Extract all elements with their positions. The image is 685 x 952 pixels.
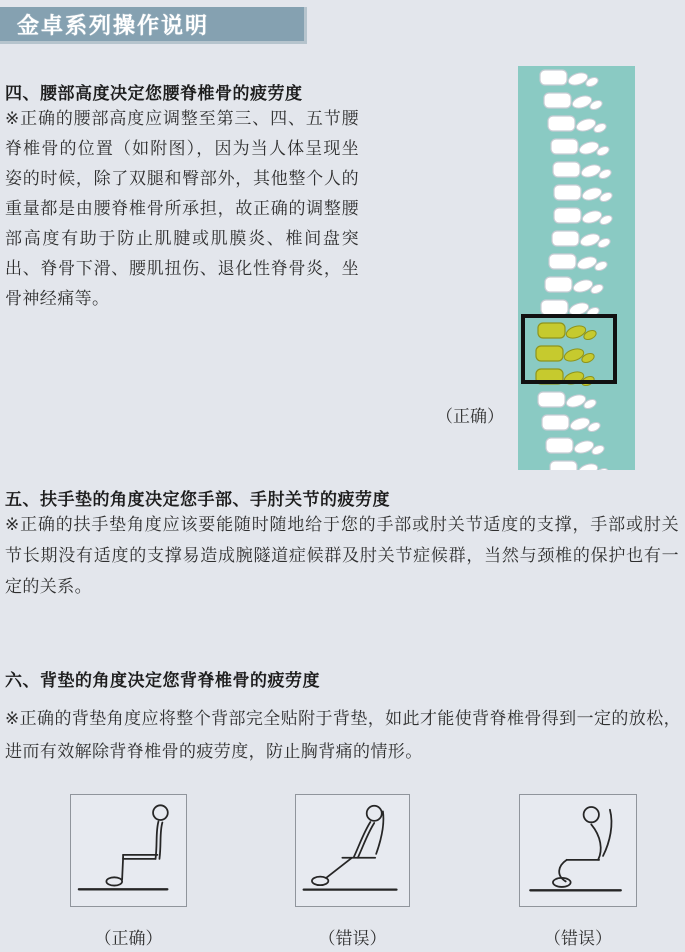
posture-caption-wrong-reclined: （错误） (318, 929, 387, 948)
spine-svg (518, 66, 635, 470)
section5-body: ※正确的扶手垫角度应该要能随时随地给于您的手部或肘关节适度的支撑，手部或肘关节长期没有适度的支撑易造成腕隧道症候群及肘关节症候群，当然与颈椎的保护也有一定的关系。 (5, 515, 679, 596)
section6-body: ※正确的背垫角度应将整个背部完全贴附于背垫，如此才能使背脊椎骨得到一定的放松，进而有效解除背脊椎骨的疲劳度，防止胸背痛的情形。 (5, 709, 681, 761)
page-title: 金卓系列操作说明 (17, 12, 210, 38)
section4-body: ※正确的腰部高度应调整至第三、四、五节腰脊椎骨的位置（如附图），因为当人体呈现坐姿的时候，除了双腿和臀部外，其他整个人的重量都是由腰脊椎骨所承担，故正确的调整腰部高度有助于防止肌腱或肌膜炎、椎间盘突出、脊骨下滑、腰肌扭伤、退化性脊骨炎，坐骨神经痛等。 (5, 109, 359, 308)
spine-illustration (518, 66, 635, 470)
page-title-bar (0, 7, 307, 44)
section4-heading: 四、腰部高度决定您腰脊椎骨的疲劳度 (5, 84, 303, 103)
posture-caption-wrong-hunched: （错误） (544, 929, 612, 948)
section5-heading: 五、扶手垫的角度决定您手部、手肘关节的疲劳度 (5, 490, 390, 509)
posture-figure-wrong-hunched (519, 794, 637, 907)
posture-figure-wrong-reclined (295, 794, 410, 907)
posture-reclined-icon (296, 795, 409, 906)
posture-upright-icon (71, 795, 186, 906)
spine-figure-caption: （正确） (436, 407, 504, 426)
posture-figure-correct (70, 794, 187, 907)
posture-hunched-icon (520, 795, 636, 906)
section6-heading: 六、背垫的角度决定您背脊椎骨的疲劳度 (5, 671, 320, 690)
posture-caption-correct: （正确） (94, 929, 163, 948)
